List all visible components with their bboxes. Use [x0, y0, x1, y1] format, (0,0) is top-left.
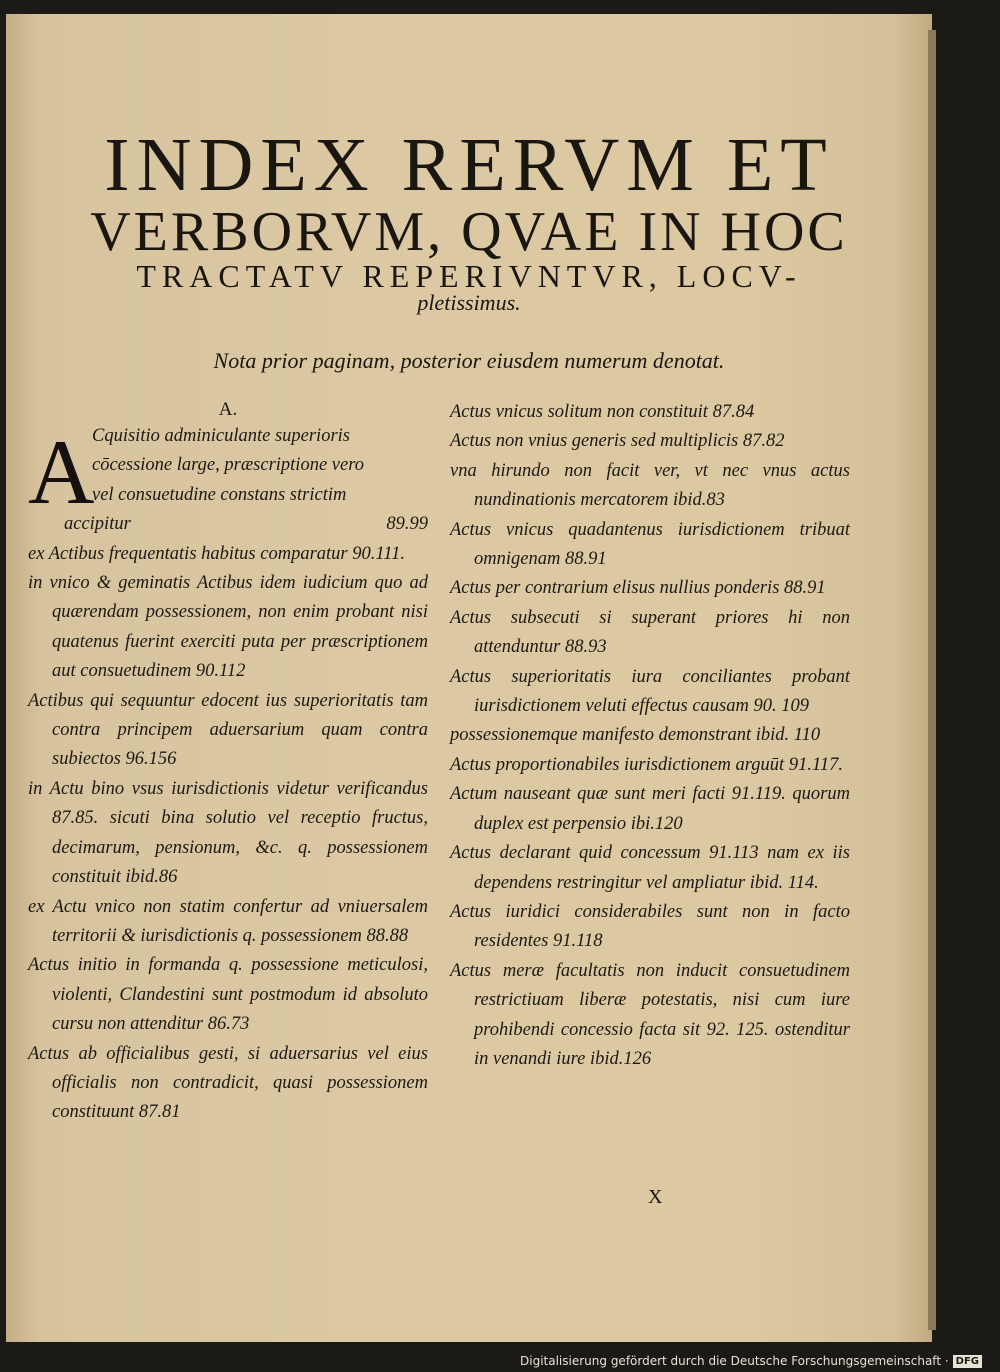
book-page [6, 14, 932, 1342]
index-entry [450, 898, 850, 957]
entry-text: ex Actibus frequentatis habitus comparatur [28, 543, 348, 564]
entry-ref: 88.93 [564, 637, 607, 658]
entry-ref: 87.84 [712, 402, 755, 422]
entry-ref: 91.117. [788, 754, 843, 775]
entry-text: Actibus qui sequuntur edocent ius superioritatis tam contra principem aduersarium quam contra subiectos [28, 690, 428, 770]
index-entry [450, 574, 850, 603]
entry-text: Actus superioritatis iura conciliantes probant iurisdictionem veluti effectus causam [450, 666, 850, 717]
entry-text: vna hirundo non facit ver, vt nec vnus actus nundinationis mercatorem [450, 460, 850, 511]
first-entry-line: Cquisitio adminiculante superioris [92, 426, 350, 446]
index-entry [450, 839, 850, 898]
left-column [28, 398, 428, 1128]
first-entry-tail [28, 510, 428, 539]
first-entry-ref: 89.99 [386, 514, 428, 535]
index-entry [450, 604, 850, 663]
entry-ref: ibid.86 [125, 867, 178, 888]
entry-text: Actus proportionabiles iurisdictionem arguūt [450, 754, 785, 775]
drop-capital: A [28, 421, 95, 523]
first-entry-line: vel consuetudine constans strictim [92, 484, 347, 505]
index-title-line-4: pletissimus. [417, 290, 521, 315]
first-entry-tail-text: accipitur [64, 514, 131, 535]
entry-text: ex Actu vnico non statim confertur ad vniuersalem territorii & iurisdictionis q. possessionem [28, 896, 428, 946]
index-entry [450, 751, 850, 780]
page-edge [928, 30, 936, 1330]
index-entry [450, 663, 850, 722]
entry-ref: 90.112 [195, 661, 246, 682]
entry-ref: 90. 109 [753, 696, 809, 717]
entry-ref: ibid.126 [589, 1048, 652, 1069]
entry-ref: 86.73 [207, 1014, 250, 1035]
entry-text: in vnico & geminatis Actibus idem iudicium quo ad quærendam possessionem, non enim probant nisi quatenus fuerint exerciti puta per præscriptionem aut consuetudinem [28, 573, 428, 682]
index-entry [450, 957, 850, 1075]
signature-mark: X [648, 1186, 663, 1208]
entry-ref: 88.91 [564, 549, 607, 570]
credit-text: Digitalisierung gefördert durch die Deutsche Forschungsgemeinschaft · [520, 1354, 949, 1368]
entry-ref: ibid. 114. [749, 872, 819, 893]
entry-text: Actus declarant quid concessum 91.113 nam ex iis dependens restringitur vel ampliatur [450, 843, 850, 893]
index-entry [28, 893, 428, 952]
entry-ref: 96.156 [125, 749, 177, 770]
entry-text: Actus vnicus quadantenus iurisdictionem tribuat omnigenam [450, 519, 850, 570]
entry-ref: 110 [793, 725, 821, 746]
index-title-line-1: INDEX RERVM ET [104, 123, 834, 207]
entry-ref: 87.81 [138, 1102, 181, 1123]
index-note: Nota prior paginam, posterior eiusdem numerum denotat. [213, 348, 725, 373]
index-entry [450, 721, 850, 750]
entry-text: Actus ab officialibus gesti, si aduersarius vel eius officialis non contradicit, quasi possessionem constituunt [28, 1043, 428, 1123]
entry-text: Actus iuridici considerabiles sunt non in facto residentes [450, 901, 850, 952]
index-entry [28, 687, 428, 775]
entry-text: Actus initio in formanda q. possessione meticulosi, violenti, Clandestini sunt postmodum id absoluto cursu non attenditur [28, 955, 428, 1035]
entry-text: Actus subsecuti si superant priores hi non attenduntur [450, 607, 850, 658]
index-entry [28, 540, 428, 569]
index-entry [450, 427, 850, 456]
index-entry [450, 516, 850, 575]
dfg-logo: DFG [953, 1355, 982, 1368]
index-entry [450, 398, 850, 427]
entry-text: Actus per contrarium elisus nullius ponderis [450, 578, 780, 599]
index-entry [450, 457, 850, 516]
section-letter: A. [218, 399, 238, 420]
entry-text: Actus meræ facultatis non inducit consuetudinem restrictiuam liberæ potestatis, nisi cum iure prohibendi concessio facta sit 92. 125. ostenditur in venandi iure [450, 960, 850, 1069]
right-column [450, 398, 850, 1074]
entry-ref: 91.118 [552, 931, 603, 952]
index-entry [28, 569, 428, 687]
bleed-through-text [90, 72, 100, 102]
index-title-line-2: VERBORVM, QVAE IN HOC [90, 201, 848, 263]
entry-text: Actus non vnius generis sed multiplicis [450, 431, 739, 452]
index-entry [28, 775, 428, 893]
first-entry-line: cōcessione large, præscriptione vero [92, 455, 364, 476]
first-entry [28, 422, 428, 540]
digitization-credit [520, 1354, 982, 1368]
entry-text: possessionemque manifesto demonstrant ibid. [450, 725, 790, 746]
entry-ref: ibid.83 [673, 490, 725, 511]
entry-ref: 87.82 [742, 431, 785, 452]
entry-ref: ibi.120 [630, 813, 683, 834]
entry-ref: 88.88 [366, 925, 409, 946]
index-entry [28, 1040, 428, 1128]
index-entry [28, 951, 428, 1039]
entry-ref: 88.91 [784, 578, 826, 599]
entry-text: in Actu bino vsus iurisdictionis videtur verificandus 87.85. sicuti bina solutio vel receptio fructus, decimarum, pensionum, &c. q. possessionem constituit [28, 778, 428, 888]
entry-ref: 90.111. [352, 543, 406, 564]
entry-text: Actus vnicus solitum non constituit [450, 402, 708, 422]
entry-text: Actum nauseant quæ sunt meri facti 91.119. quorum duplex est perpensio [450, 784, 850, 834]
index-entry [450, 780, 850, 839]
index-title-line-3: TRACTATV REPERIVNTVR, LOCV- [136, 258, 802, 294]
